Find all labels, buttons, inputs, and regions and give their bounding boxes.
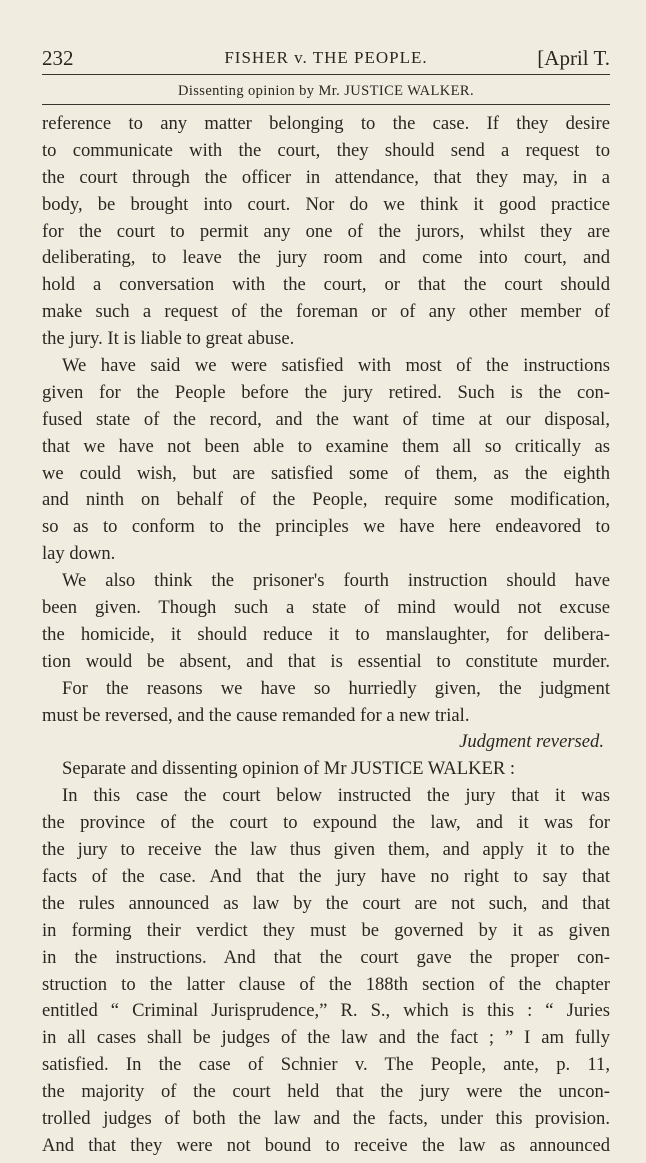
text-line: the jury to receive the law thus given them, and apply it to the bbox=[42, 839, 610, 861]
text-line: the homicide, it should reduce it to manslaughter, for delibera- bbox=[42, 623, 610, 645]
text-line: satisfied. In the case of Schnier v. The People, ante, p. 11, bbox=[42, 1054, 610, 1076]
text-line: reference to any matter belonging to the case. If they desire bbox=[42, 113, 610, 134]
text-line: lay down. bbox=[42, 543, 116, 565]
running-header bbox=[42, 46, 610, 76]
body-text bbox=[42, 111, 610, 1160]
text-line: hold a conversation with the court, or that the court should bbox=[42, 274, 610, 296]
text-line: we could wish, but are satisfied some of them, as the eighth bbox=[42, 462, 610, 484]
judgment-line: Judgment reversed. bbox=[459, 731, 604, 753]
text-line: been given. Though such a state of mind would not excuse bbox=[42, 597, 610, 619]
text-line: For the reasons we have so hurriedly given, the judgment bbox=[62, 677, 610, 699]
text-line: that we have not been able to examine them all so critically as bbox=[42, 435, 610, 457]
subheading-rule bbox=[42, 104, 610, 105]
text-line: to communicate with the court, they should send a request to bbox=[42, 139, 610, 161]
text-line: make such a request of the foreman or of any other member of bbox=[42, 301, 610, 323]
text-line: entitled “ Criminal Jurisprudence,” R. S., which is this : “ Juries bbox=[42, 1000, 610, 1022]
text-line: the rules announced as law by the court are not such, and that bbox=[42, 892, 610, 914]
text-line: deliberating, to leave the jury room and come into court, and bbox=[42, 247, 610, 269]
text-line: trolled judges of both the law and the facts, under this provision. bbox=[42, 1107, 610, 1129]
text-line: in forming their verdict they must be governed by it as given bbox=[42, 919, 610, 941]
page-number: 232 bbox=[42, 46, 74, 70]
term-label: [April T. bbox=[537, 46, 610, 70]
text-line: the province of the court to expound the law, and it was for bbox=[42, 812, 610, 834]
subheading: Dissenting opinion by Mr. JUSTICE WALKER. bbox=[177, 83, 475, 99]
text-line: the jury. It is liable to great abuse. bbox=[42, 328, 295, 350]
text-line: in all cases shall be judges of the law and the fact ; ” I am fully bbox=[42, 1027, 610, 1049]
text-line: We have said we were satisfied with most of the instructions bbox=[62, 355, 610, 377]
text-line: and ninth on behalf of the People, require some modification, bbox=[42, 489, 610, 511]
text-line: tion would be absent, and that is essential to constitute murder. bbox=[42, 650, 610, 672]
text-line: so as to conform to the principles we have here endeavored to bbox=[42, 516, 610, 538]
text-line: in the instructions. And that the court gave the proper con- bbox=[42, 946, 610, 968]
header-rule bbox=[42, 74, 610, 75]
text-line: the majority of the court held that the jury were the uncon- bbox=[42, 1081, 610, 1103]
opinion-heading: Separate and dissenting opinion of Mr JUSTICE WALKER : bbox=[62, 758, 516, 780]
text-line: body, be brought into court. Nor do we think it good practice bbox=[42, 193, 610, 215]
text-line: In this case the court below instructed the jury that it was bbox=[62, 785, 610, 807]
text-line: fused state of the record, and the want of time at our disposal, bbox=[42, 408, 610, 430]
text-line: struction to the latter clause of the 188th section of the chapter bbox=[42, 973, 610, 995]
case-title: FISHER v. THE PEOPLE. bbox=[224, 48, 428, 67]
text-line: must be reversed, and the cause remanded for a new trial. bbox=[42, 704, 470, 726]
text-line: the court through the officer in attendance, that they may, in a bbox=[42, 166, 610, 188]
text-line: given for the People before the jury retired. Such is the con- bbox=[42, 381, 610, 403]
text-line: facts of the case. And that the jury have no right to say that bbox=[42, 865, 610, 887]
text-line: for the court to permit any one of the jurors, whilst they are bbox=[42, 220, 610, 242]
text-line: We also think the prisoner's fourth instruction should have bbox=[62, 570, 610, 592]
text-line: And that they were not bound to receive the law as announced bbox=[42, 1134, 610, 1156]
